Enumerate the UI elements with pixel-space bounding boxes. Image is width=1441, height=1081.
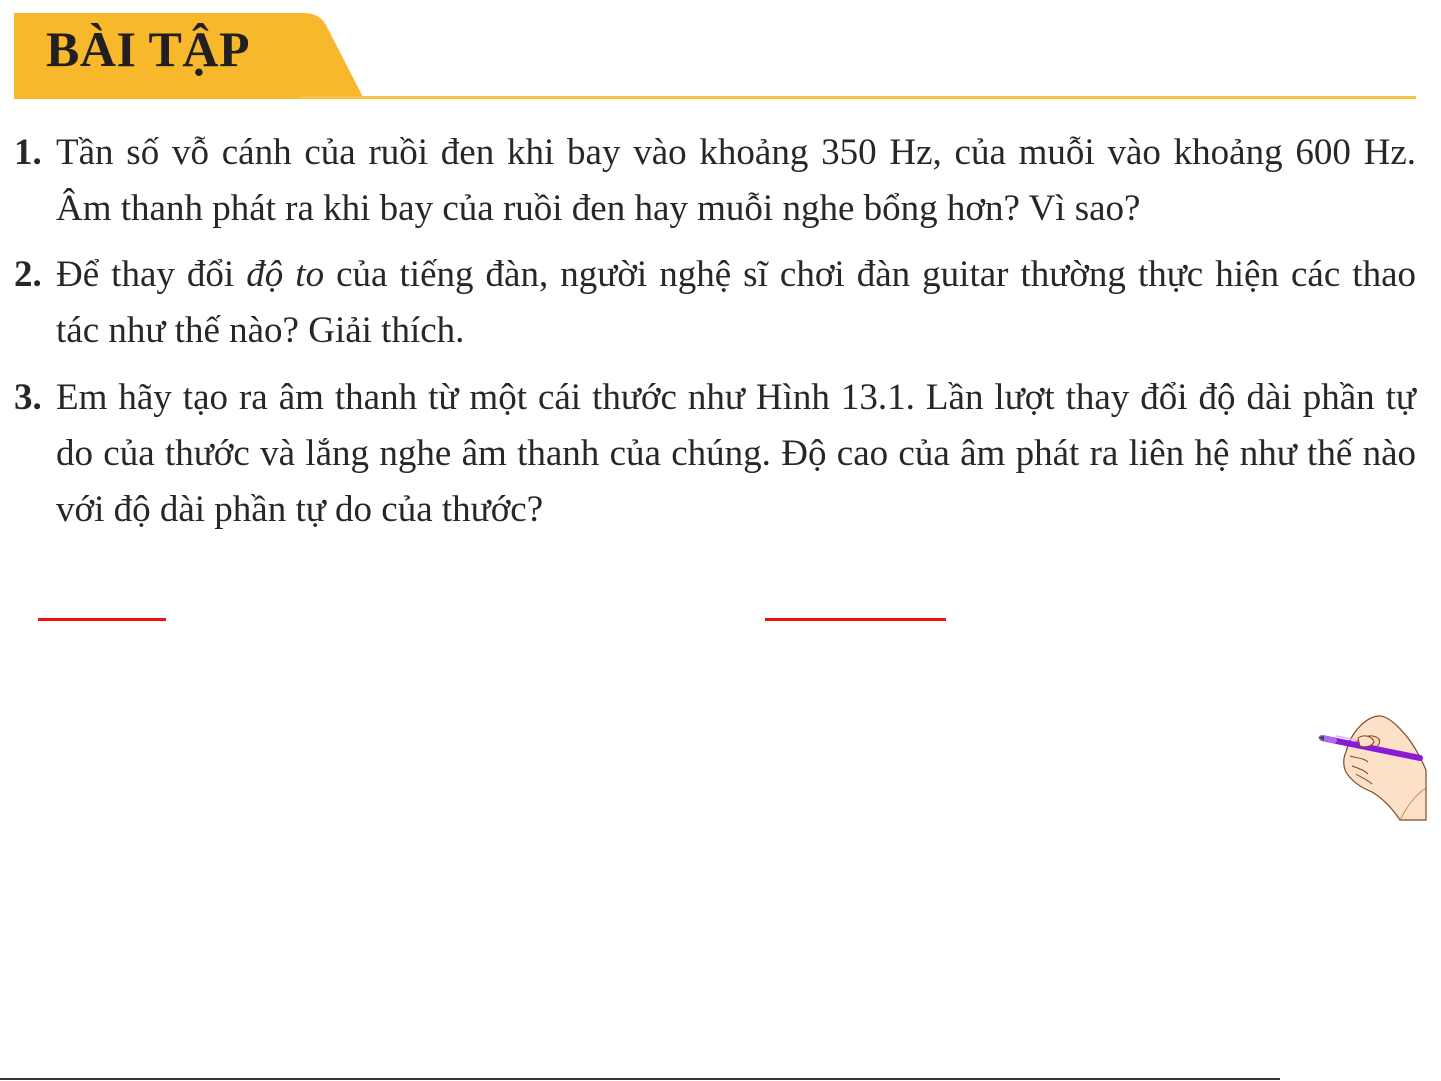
header-divider <box>300 96 1416 99</box>
footer-divider <box>0 1078 1280 1080</box>
exercise-number: 2. <box>14 254 42 295</box>
red-underline-mark <box>765 618 946 621</box>
exercise-text: Tần số vỗ cánh của ruồi đen khi bay vào khoảng 350 Hz, của muỗi vào khoảng 600 Hz. Âm thanh phát ra khi bay của ruồi đen hay muỗi nghe bổng hơn? Vì sao? <box>56 132 1416 229</box>
hand-writing-with-pen-icon <box>1316 712 1428 822</box>
section-title: BÀI TẬP <box>46 21 251 77</box>
exercise-item <box>14 125 1416 237</box>
exercise-number: 3. <box>14 377 42 418</box>
exercise-number: 1. <box>14 132 42 173</box>
emphasis-term: độ to <box>246 254 325 295</box>
exercise-text: Em hãy tạo ra âm thanh từ một cái thước như Hình 13.1. Lần lượt thay đổi độ dài phần tự do của thước và lắng nghe âm thanh của chúng. Độ cao của âm phát ra liên hệ như thế nào với độ dài phần tự do của thước? <box>56 377 1416 530</box>
exercise-text: Để thay đổi độ to của tiếng đàn, người nghệ sĩ chơi đàn guitar thường thực hiện các thao tác như thế nào? Giải thích. <box>56 254 1417 351</box>
exercise-item <box>14 370 1416 538</box>
red-underline-mark <box>38 618 166 621</box>
exercise-item <box>14 247 1416 359</box>
